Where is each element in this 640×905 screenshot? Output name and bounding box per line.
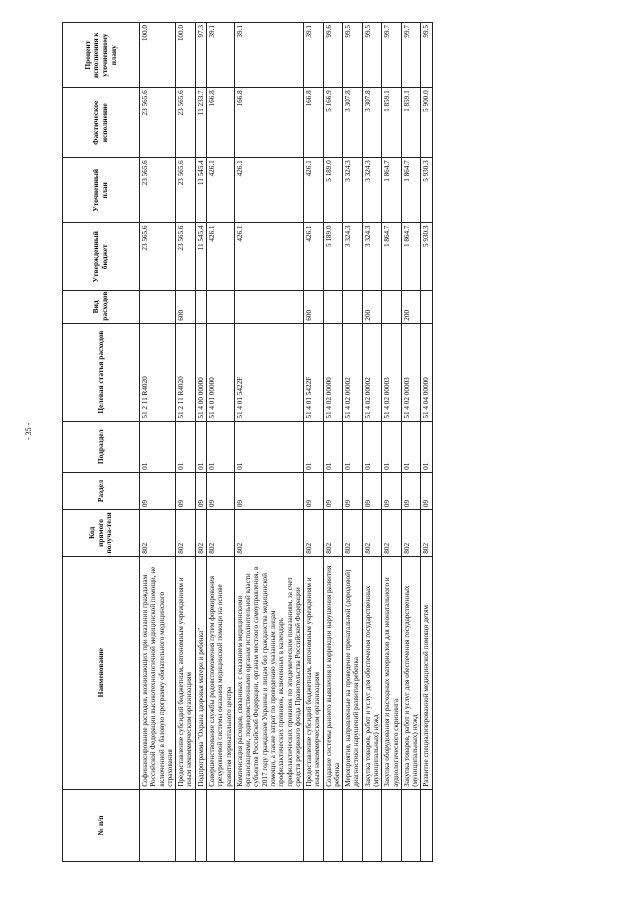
cell-type (343, 291, 363, 324)
cell-type (234, 291, 303, 324)
cell-section: 09 (304, 472, 324, 509)
cell-name: Софинансирование расходов, возникающих при оказании гражданам Российской Федерации высокотехнологичной медицинской помощи, не включенной в базовую программу обязательного медицинского страхования (140, 556, 176, 789)
cell-approved: 1 864.7 (401, 223, 421, 291)
cell-percent: 99.7 (382, 23, 402, 88)
cell-code: 802 (382, 510, 402, 557)
cell-approved: 3 324.3 (343, 223, 363, 291)
cell-num (343, 789, 363, 861)
cell-approved: 426.1 (206, 223, 234, 291)
cell-code: 802 (176, 510, 196, 557)
cell-approved: 23 565.6 (176, 223, 196, 291)
header-type: Вид расходов (63, 291, 140, 324)
cell-num (176, 789, 196, 861)
cell-refined: 1 864.7 (382, 158, 402, 223)
cell-percent: 100.0 (140, 23, 176, 88)
cell-actual: 3 307.8 (343, 88, 363, 158)
cell-name: Совершенствование службы родовспоможения путем формирования трехуровневой системы оказания медицинской помощи на основе развития перинатального центра (206, 556, 234, 789)
cell-num (234, 789, 303, 861)
cell-type (382, 291, 402, 324)
rotated-table-wrapper (62, 22, 618, 862)
cell-approved: 5 930.3 (421, 223, 432, 291)
cell-subsection: 01 (304, 421, 324, 472)
cell-code: 802 (140, 510, 176, 557)
cell-code: 802 (304, 510, 324, 557)
cell-subsection: 01 (343, 421, 363, 472)
cell-name: Предоставление субсидий бюджетным, автономным учреждениям и иным некоммерческим организациям (304, 556, 324, 789)
cell-percent: 99.5 (343, 23, 363, 88)
cell-type: 600 (176, 291, 196, 324)
cell-approved: 11 545.4 (195, 223, 206, 291)
table-row (343, 23, 363, 862)
cell-subsection: 01 (234, 421, 303, 472)
cell-approved: 3 324.3 (362, 223, 382, 291)
cell-num (382, 789, 402, 861)
table-row (176, 23, 196, 862)
cell-refined: 3 324.3 (343, 158, 363, 223)
table-row (234, 23, 303, 862)
header-code: Код прямого получа-теля (63, 510, 140, 557)
table-row (401, 23, 421, 862)
cell-code: 802 (362, 510, 382, 557)
cell-name: Закупка товаров, работ и услуг для обеспечения государственных (муниципальных) нужд (401, 556, 421, 789)
cell-percent: 97.3 (195, 23, 206, 88)
cell-refined: 426.1 (304, 158, 324, 223)
table-row (382, 23, 402, 862)
cell-section: 09 (195, 472, 206, 509)
cell-name: Создание системы раннего выявления и коррекции нарушения развития ребенка (323, 556, 343, 789)
cell-num (195, 789, 206, 861)
table-row (362, 23, 382, 862)
cell-refined: 5 189.0 (323, 158, 343, 223)
cell-subsection: 01 (176, 421, 196, 472)
cell-target: 51 2 11 R4020 (140, 323, 176, 421)
cell-approved: 1 864.7 (382, 223, 402, 291)
cell-name: Развитие специализированной медицинской помощи детям (421, 556, 432, 789)
cell-refined: 3 324.3 (362, 158, 382, 223)
cell-target: 51 4 02 00003 (382, 323, 402, 421)
cell-target: 51 4 04 00000 (421, 323, 432, 421)
table-row (140, 23, 176, 862)
cell-refined: 11 545.4 (195, 158, 206, 223)
cell-percent: 99.5 (421, 23, 432, 88)
cell-target: 51 4 02 00003 (401, 323, 421, 421)
cell-section: 09 (421, 472, 432, 509)
cell-code: 802 (195, 510, 206, 557)
cell-num (206, 789, 234, 861)
cell-type: 200 (362, 291, 382, 324)
cell-actual: 1 859.1 (382, 88, 402, 158)
cell-type (323, 291, 343, 324)
cell-target: 51 4 01 5422F (234, 323, 303, 421)
cell-section: 09 (176, 472, 196, 509)
cell-actual: 23 565.6 (176, 88, 196, 158)
cell-target: 51 4 00 00000 (195, 323, 206, 421)
cell-name: Предоставление субсидий бюджетным, автономным учреждениям и иным некоммерческим организациям (176, 556, 196, 789)
cell-refined: 426.1 (234, 158, 303, 223)
cell-percent: 39.1 (234, 23, 303, 88)
cell-actual: 166.8 (304, 88, 324, 158)
cell-target: 51 4 02 00000 (323, 323, 343, 421)
cell-subsection: 01 (382, 421, 402, 472)
cell-subsection: 01 (421, 421, 432, 472)
cell-section: 09 (382, 472, 402, 509)
table-header (63, 23, 140, 862)
cell-target: 51 4 01 5422F (304, 323, 324, 421)
cell-type (140, 291, 176, 324)
cell-refined: 426.1 (206, 158, 234, 223)
cell-type: 600 (304, 291, 324, 324)
cell-section: 09 (140, 472, 176, 509)
cell-code: 802 (401, 510, 421, 557)
cell-code: 802 (234, 510, 303, 557)
header-approved: Утвержденный бюджет (63, 223, 140, 291)
cell-type (421, 291, 432, 324)
cell-code: 802 (421, 510, 432, 557)
budget-table (62, 22, 433, 862)
cell-type: 200 (401, 291, 421, 324)
cell-name: Закупка товаров, работ и услуг для обеспечения государственных (муниципальных) нужд (362, 556, 382, 789)
header-refined: Уточненный план (63, 158, 140, 223)
cell-refined: 23 565.6 (176, 158, 196, 223)
cell-subsection: 01 (323, 421, 343, 472)
cell-approved: 426.1 (234, 223, 303, 291)
cell-actual: 3 307.8 (362, 88, 382, 158)
cell-target: 51 4 01 00000 (206, 323, 234, 421)
cell-section: 09 (362, 472, 382, 509)
page-number: - 35 - (24, 422, 33, 440)
cell-num (323, 789, 343, 861)
table-row (195, 23, 206, 862)
header-target: Целевая статья расходов (63, 323, 140, 421)
cell-name: Подпрограмма "Охрана здоровья матери и ребенка" (195, 556, 206, 789)
header-num: № п/п (63, 789, 140, 861)
table-row (206, 23, 234, 862)
header-percent: Процент исполнения к уточненному плану (63, 23, 140, 88)
cell-actual: 166.8 (234, 88, 303, 158)
cell-section: 09 (234, 472, 303, 509)
cell-target: 51 4 02 00002 (343, 323, 363, 421)
cell-subsection: 01 (195, 421, 206, 472)
cell-percent: 39.1 (304, 23, 324, 88)
cell-actual: 23 565.6 (140, 88, 176, 158)
cell-percent: 99.7 (401, 23, 421, 88)
cell-actual: 5 166.9 (323, 88, 343, 158)
cell-percent: 100.0 (176, 23, 196, 88)
cell-target: 51 4 02 00002 (362, 323, 382, 421)
cell-target: 51 2 11 R4020 (176, 323, 196, 421)
cell-actual: 1 859.1 (401, 88, 421, 158)
cell-num (140, 789, 176, 861)
table-row (421, 23, 432, 862)
cell-code: 802 (206, 510, 234, 557)
cell-subsection: 01 (140, 421, 176, 472)
cell-section: 09 (401, 472, 421, 509)
cell-approved: 23 565.6 (140, 223, 176, 291)
cell-num (421, 789, 432, 861)
cell-section: 09 (323, 472, 343, 509)
cell-code: 802 (343, 510, 363, 557)
cell-type (195, 291, 206, 324)
cell-section: 09 (343, 472, 363, 509)
cell-type (206, 291, 234, 324)
cell-approved: 5 189.0 (323, 223, 343, 291)
cell-percent: 99.6 (323, 23, 343, 88)
cell-approved: 426.1 (304, 223, 324, 291)
cell-actual: 5 900.0 (421, 88, 432, 158)
cell-code: 802 (323, 510, 343, 557)
cell-subsection: 01 (206, 421, 234, 472)
table-body (140, 23, 433, 862)
cell-refined: 23 565.6 (140, 158, 176, 223)
cell-subsection: 01 (362, 421, 382, 472)
cell-section: 09 (206, 472, 234, 509)
cell-refined: 5 930.3 (421, 158, 432, 223)
header-subsection: Подраздел (63, 421, 140, 472)
cell-name: Компенсация расходов, связанных с оказанием медицинскими организациями, подведомственными органам исполнительной власти субъектов Российской Федерации, органам местного самоуправления, в 2017 году гражданам Украины и лицам без гражданства медицинской помощи, а также затрат по проведению указанным лицам профилактических прививок, включенных в календарь профилактических прививок по эпидемическим показаниям, за счет средств резервного фонда Правительства Российской Федерации (234, 556, 303, 789)
cell-name: Закупка оборудования и расходных материалов для неонатального и аудиологического скрининга (382, 556, 402, 789)
cell-subsection: 01 (401, 421, 421, 472)
cell-num (362, 789, 382, 861)
table-row (323, 23, 343, 862)
cell-actual: 11 233.7 (195, 88, 206, 158)
cell-actual: 166.8 (206, 88, 234, 158)
cell-num (401, 789, 421, 861)
cell-name: Мероприятия, направленные на проведение пренатальной (дородовой) диагностики нарушений развития ребенка (343, 556, 363, 789)
cell-percent: 39.1 (206, 23, 234, 88)
cell-percent: 99.5 (362, 23, 382, 88)
cell-num (304, 789, 324, 861)
table-row (304, 23, 324, 862)
cell-refined: 1 864.7 (401, 158, 421, 223)
header-section: Раздел (63, 472, 140, 509)
header-actual: Фактическое исполнение (63, 88, 140, 158)
header-name: Наименование (63, 556, 140, 789)
